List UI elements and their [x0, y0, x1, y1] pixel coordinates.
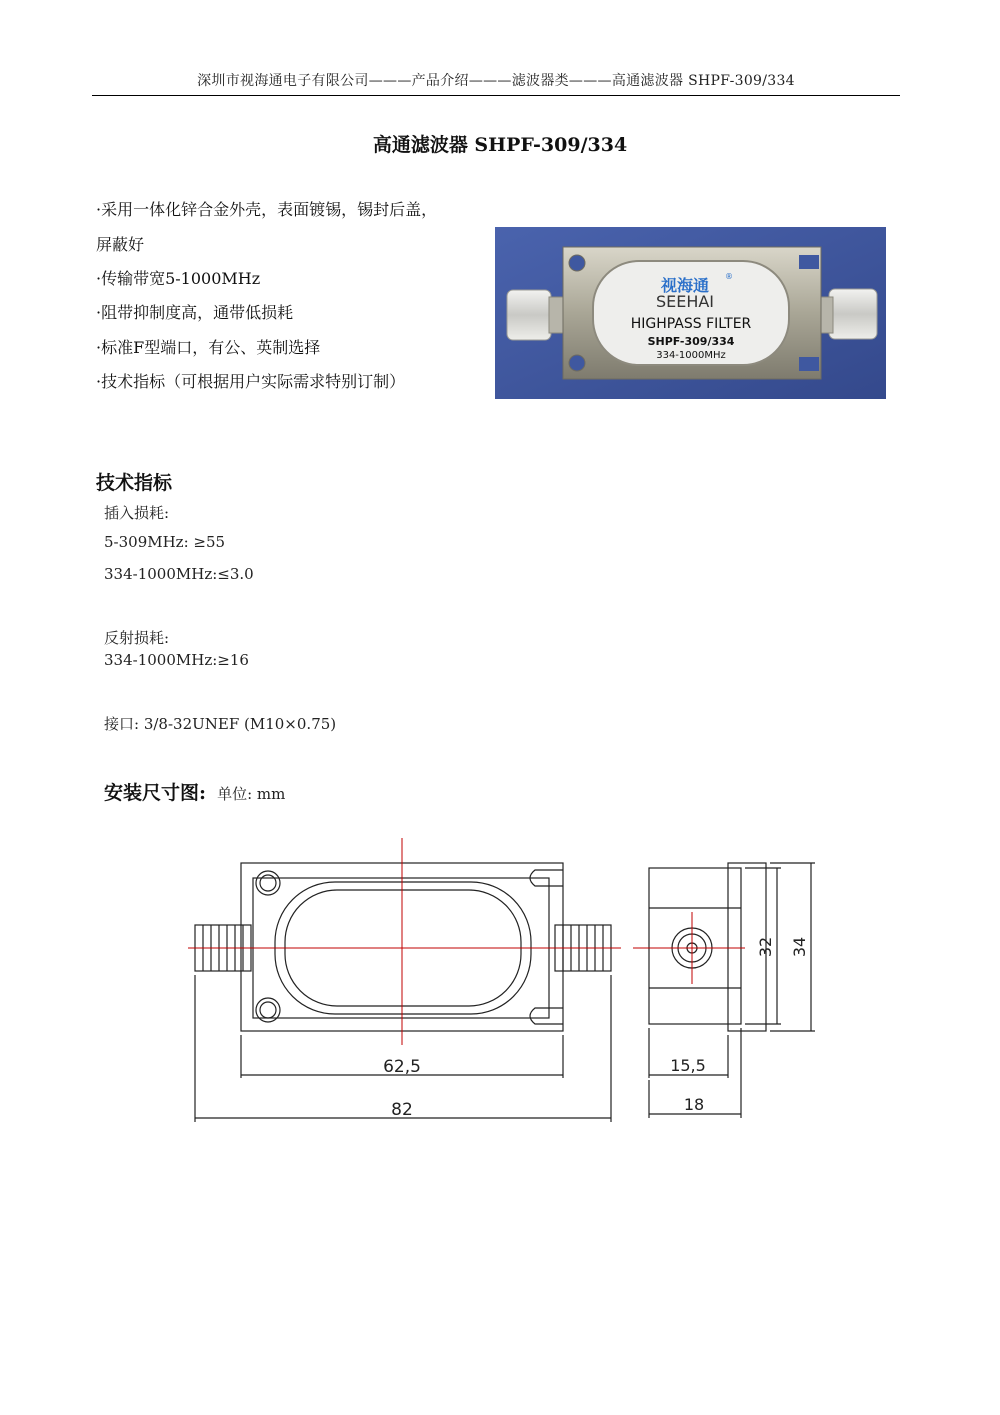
- dimensions-unit-note: 单位: mm: [217, 785, 286, 803]
- insertion-loss-passband: 334-1000MHz:≤3.0: [104, 565, 254, 583]
- product-photo: [495, 227, 886, 399]
- photo-label-line3: 334-1000MHz: [656, 350, 726, 361]
- header-divider: [92, 95, 900, 96]
- insertion-loss-stopband: 5-309MHz: ≥55: [104, 533, 226, 551]
- page-title: 高通滤波器 SHPF-309/334: [372, 134, 628, 156]
- dimension-drawing: [183, 830, 823, 1130]
- dim-total-length: 82: [391, 1100, 413, 1120]
- photo-label-line2: SHPF-309/334: [647, 335, 735, 348]
- dimensions-heading-line: [104, 778, 285, 805]
- return-loss-value: 334-1000MHz:≥16: [104, 651, 249, 669]
- dim-body-length: 62,5: [383, 1057, 421, 1077]
- front-view: [188, 838, 621, 1122]
- photo-brand-cn: 视海通: [660, 276, 710, 295]
- dim-side-total-height: 34: [790, 936, 809, 958]
- dim-side-inner-height: 32: [756, 936, 775, 958]
- photo-brand-en: SEEHAI: [655, 292, 715, 311]
- dim-side-total-depth: 18: [683, 1095, 705, 1114]
- interface-spec: 接口: 3/8-32UNEF (M10×0.75): [104, 715, 337, 733]
- specs-heading: 技术指标: [96, 472, 173, 494]
- insertion-loss-label: 插入损耗:: [104, 504, 170, 522]
- photo-registered-mark: ®: [725, 272, 733, 281]
- feature-item-housing: ·采用一体化锌合金外壳，表面镀锡，锡封后盖，: [96, 200, 438, 219]
- feature-item-rejection: ·阻带抑制度高，通带低损耗: [96, 303, 294, 322]
- feature-item-custom: ·技术指标（可根据用户实际需求特别订制）: [96, 372, 406, 391]
- feature-item-port: ·标准F型端口，有公、英制选择: [96, 338, 321, 357]
- return-loss-label: 反射损耗:: [104, 629, 170, 647]
- page-header: 深圳市视海通电子有限公司———产品介绍———滤波器类———高通滤波器 SHPF-309/334: [197, 73, 795, 89]
- dimensions-heading: 安装尺寸图:: [104, 782, 207, 804]
- feature-item-housing-cont: 屏蔽好: [96, 235, 145, 254]
- feature-item-bandwidth: ·传输带宽5-1000MHz: [96, 269, 261, 288]
- side-view: [633, 863, 815, 1118]
- dim-side-inner-depth: 15,5: [670, 1056, 706, 1075]
- photo-label-line1: HIGHPASS FILTER: [630, 316, 752, 332]
